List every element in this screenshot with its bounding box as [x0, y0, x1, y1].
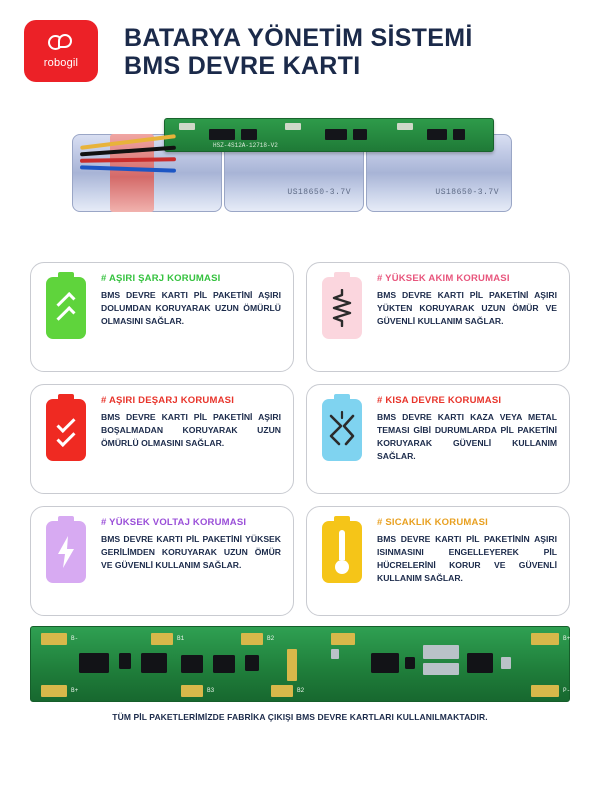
- board-label-b3: B3: [207, 687, 215, 694]
- wire-blue: [80, 165, 176, 172]
- hero-image: [0, 92, 600, 252]
- wire-harness: [80, 140, 180, 180]
- logo-text: robogil: [43, 56, 79, 69]
- bms-board-section: [0, 616, 600, 702]
- feature-title: # AŞIRI DEŞARJ KORUMASI: [101, 395, 235, 406]
- board-label-p-minus: P-: [563, 687, 571, 694]
- feature-card-overcharge: [30, 262, 294, 372]
- battery-short-circuit-icon: [322, 399, 362, 461]
- cell-label: US18650-3.7V: [435, 188, 499, 197]
- battery-overvoltage-icon: [46, 521, 86, 583]
- resistor-zigzag-icon: [331, 289, 353, 327]
- feature-body: BMS DEVRE KARTI PİL PAKETİNİN AŞIRI ISINMASINI ENGELLEYEREK PİL HÜCRELERİNİ KORUR VE GÜVENLİ KULLANIM SAĞLAR.: [377, 534, 557, 583]
- feature-body: BMS DEVRE KARTI PİL PAKETİNİ AŞIRI BOŞALMADAN KORUYARAK UZUN ÖMÜRLÜ OLMASINI SAĞLAR.: [101, 412, 281, 448]
- title-line-1: BATARYA YÖNETİM SİSTEMİ: [124, 24, 473, 52]
- battery-overcurrent-icon: [322, 277, 362, 339]
- page-header: [0, 0, 600, 88]
- feature-title: # YÜKSEK AKIM KORUMASI: [377, 273, 510, 284]
- feature-card-overvoltage: [30, 506, 294, 616]
- board-label-b-plus: B+: [71, 687, 79, 694]
- board-label-b1: B1: [177, 635, 185, 642]
- board-label-p-plus: B+: [563, 635, 571, 642]
- feature-title: # SICAKLIK KORUMASI: [377, 517, 488, 528]
- battery-overdischarge-icon: [46, 399, 86, 461]
- board-label-b2-bottom: B2: [297, 687, 305, 694]
- feature-body: BMS DEVRE KARTI PİL PAKETİNİ YÜKSEK GERİLİMDEN KORUYARAK UZUN ÖMÜR VE GÜVENLİ KULLANIM SAĞLAR.: [101, 534, 281, 570]
- thermometer-icon: [335, 530, 349, 574]
- lightning-bolt-icon: [56, 535, 76, 569]
- board-label-b-minus: B-: [71, 635, 79, 642]
- feature-body: BMS DEVRE KARTI PİL PAKETİNİ AŞIRI DOLUMDAN KORUYARAK UZUN ÖMÜRLÜ OLMASINI SAĞLAR.: [101, 290, 281, 326]
- feature-title: # YÜKSEK VOLTAJ KORUMASI: [101, 517, 247, 528]
- bms-board-on-pack: [164, 118, 494, 152]
- page-title: [124, 20, 473, 80]
- pcb-silkscreen-text: HSZ-4S12A-12718-V2: [213, 142, 278, 149]
- feature-body: BMS DEVRE KARTI KAZA VEYA METAL TEMASI GİBİ DURUMLARDA PİL PAKETİNİ KORUYARAK GÜVENLİ KULLANIM SAĞLAR.: [377, 412, 557, 461]
- wire-red: [80, 157, 176, 163]
- brand-logo: [24, 20, 98, 82]
- feature-card-temperature: [306, 506, 570, 616]
- feature-body: BMS DEVRE KARTI PİL PAKETİNİ AŞIRI YÜKTEN KORUYARAK UZUN ÖMÜR VE GÜVENLİ KULLANIM SAĞLAR.: [377, 290, 557, 326]
- feature-title: # KISA DEVRE KORUMASI: [377, 395, 502, 406]
- battery-overcharge-icon: [46, 277, 86, 339]
- footer-note: TÜM PİL PAKETLERİMİZDE FABRİKA ÇIKIŞI BMS DEVRE KARTLARI KULLANILMAKTADIR.: [112, 712, 488, 722]
- bms-board-top-view: [30, 626, 570, 702]
- spark-icon: [329, 410, 355, 450]
- feature-title: # AŞIRI ŞARJ KORUMASI: [101, 273, 221, 284]
- title-line-2: BMS DEVRE KARTI: [124, 52, 361, 80]
- battery-temperature-icon: [322, 521, 362, 583]
- feature-card-overdischarge: [30, 384, 294, 494]
- feature-grid: [0, 258, 600, 616]
- battery-pack-illustration: [72, 134, 512, 212]
- feature-card-short-circuit: [306, 384, 570, 494]
- cell-label: US18650-3.7V: [287, 188, 351, 197]
- board-label-b2: B2: [267, 635, 275, 642]
- robogil-logo-icon: [48, 34, 74, 54]
- feature-card-overcurrent: [306, 262, 570, 372]
